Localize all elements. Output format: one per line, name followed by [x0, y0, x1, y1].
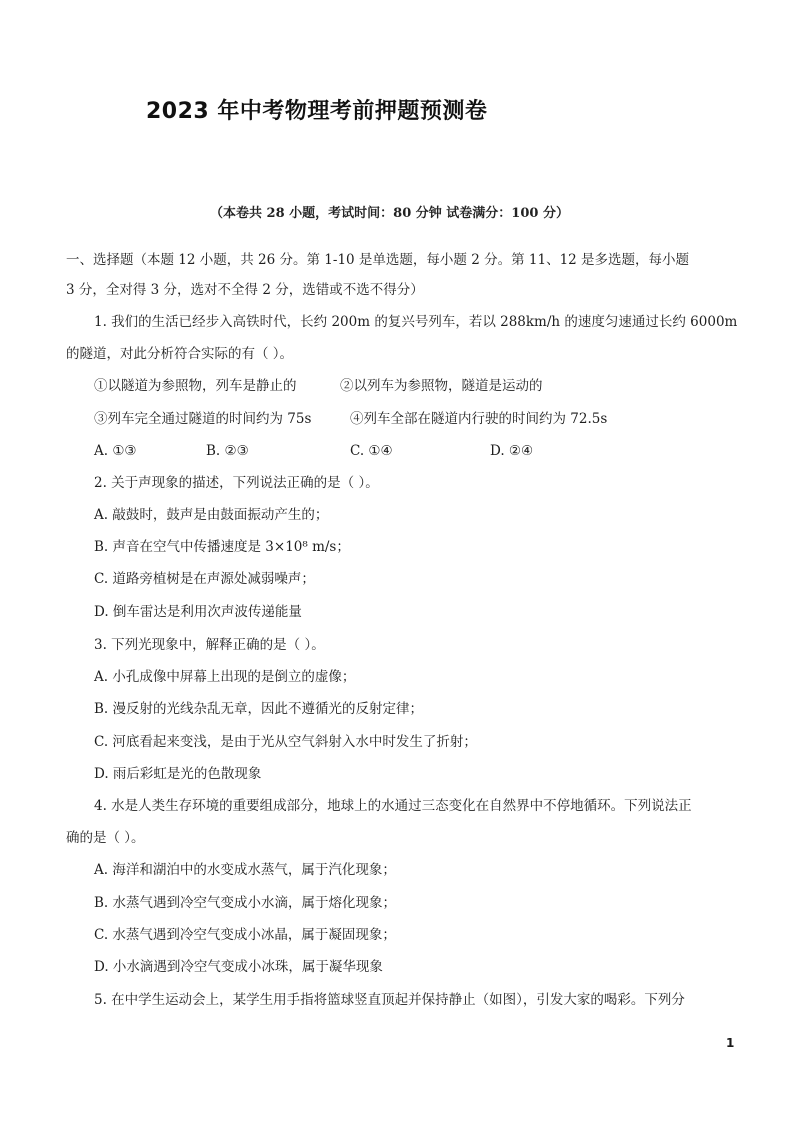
- q2-option-b: B. 声音在空气中传播速度是 3×10⁸ m/s；: [94, 539, 350, 555]
- q3-option-c: C. 河底看起来变浅，是由于光从空气斜射入水中时发生了折射；: [94, 734, 477, 750]
- q1-statement-4: ④列车全部在隧道内行驶的时间约为 72.5s: [350, 411, 608, 427]
- q3-stem: 3. 下列光现象中，解释正确的是（ ）。: [94, 637, 325, 653]
- q2-option-a: A. 敲鼓时，鼓声是由鼓面振动产生的；: [94, 507, 329, 523]
- q3-option-b: B. 漫反射的光线杂乱无章，因此不遵循光的反射定律；: [94, 701, 424, 717]
- section-heading-line1: 一、选择题（本题 12 小题，共 26 分。第 1-10 是单选题，每小题 2 分。第 11、12 是多选题，每小题: [66, 252, 690, 268]
- exam-title: 2023 年中考物理考前押题预测卷: [146, 99, 488, 124]
- q1-option-d: D. ②④: [490, 443, 534, 459]
- q2-stem: 2. 关于声现象的描述，下列说法正确的是（ ）。: [94, 475, 379, 491]
- q1-statement-1: ①以隧道为参照物，列车是静止的: [94, 378, 297, 394]
- q4-option-c: C. 水蒸气遇到冷空气变成小冰晶，属于凝固现象；: [94, 927, 396, 943]
- q1-stem-line1: 1. 我们的生活已经步入高铁时代，长约 200m 的复兴号列车，若以 288km/h 的速度匀速通过长约 6000m: [94, 314, 738, 330]
- q1-option-b: B. ②③: [206, 443, 249, 459]
- q1-statement-3: ③列车完全通过隧道的时间约为 75s: [94, 411, 312, 427]
- q4-option-d: D. 小水滴遇到冷空气变成小冰珠，属于凝华现象: [94, 959, 383, 975]
- q2-option-c: C. 道路旁植树是在声源处减弱噪声；: [94, 571, 315, 587]
- q1-option-a: A. ①③: [94, 443, 137, 459]
- section-heading-line2: 3 分，全对得 3 分，选对不全得 2 分，选错或不选不得分）: [66, 282, 424, 298]
- q1-option-c: C. ①④: [350, 443, 393, 459]
- q4-option-b: B. 水蒸气遇到冷空气变成小水滴，属于熔化现象；: [94, 895, 397, 911]
- q3-option-a: A. 小孔成像中屏幕上出现的是倒立的虚像；: [94, 669, 356, 685]
- exam-info: （本卷共 28 小题，考试时间：80 分钟 试卷满分：100 分）: [210, 206, 569, 221]
- q2-option-d: D. 倒车雷达是利用次声波传递能量: [94, 604, 302, 620]
- q4-option-a: A. 海洋和湖泊中的水变成水蒸气，属于汽化现象；: [94, 862, 396, 878]
- q5-stem-line1: 5. 在中学生运动会上，某学生用手指将篮球竖直顶起并保持静止（如图），引发大家的喝彩。下列分: [94, 992, 685, 1008]
- q1-stem-line2: 的隧道，对此分析符合实际的有（ ）。: [66, 346, 294, 362]
- q1-statement-2: ②以列车为参照物，隧道是运动的: [340, 378, 543, 394]
- q4-stem-line2: 确的是（ ）。: [66, 830, 145, 846]
- page-number: 1: [726, 1036, 735, 1050]
- q4-stem-line1: 4. 水是人类生存环境的重要组成部分，地球上的水通过三态变化在自然界中不停地循环。下列说法正: [94, 798, 692, 814]
- q3-option-d: D. 雨后彩虹是光的色散现象: [94, 766, 262, 782]
